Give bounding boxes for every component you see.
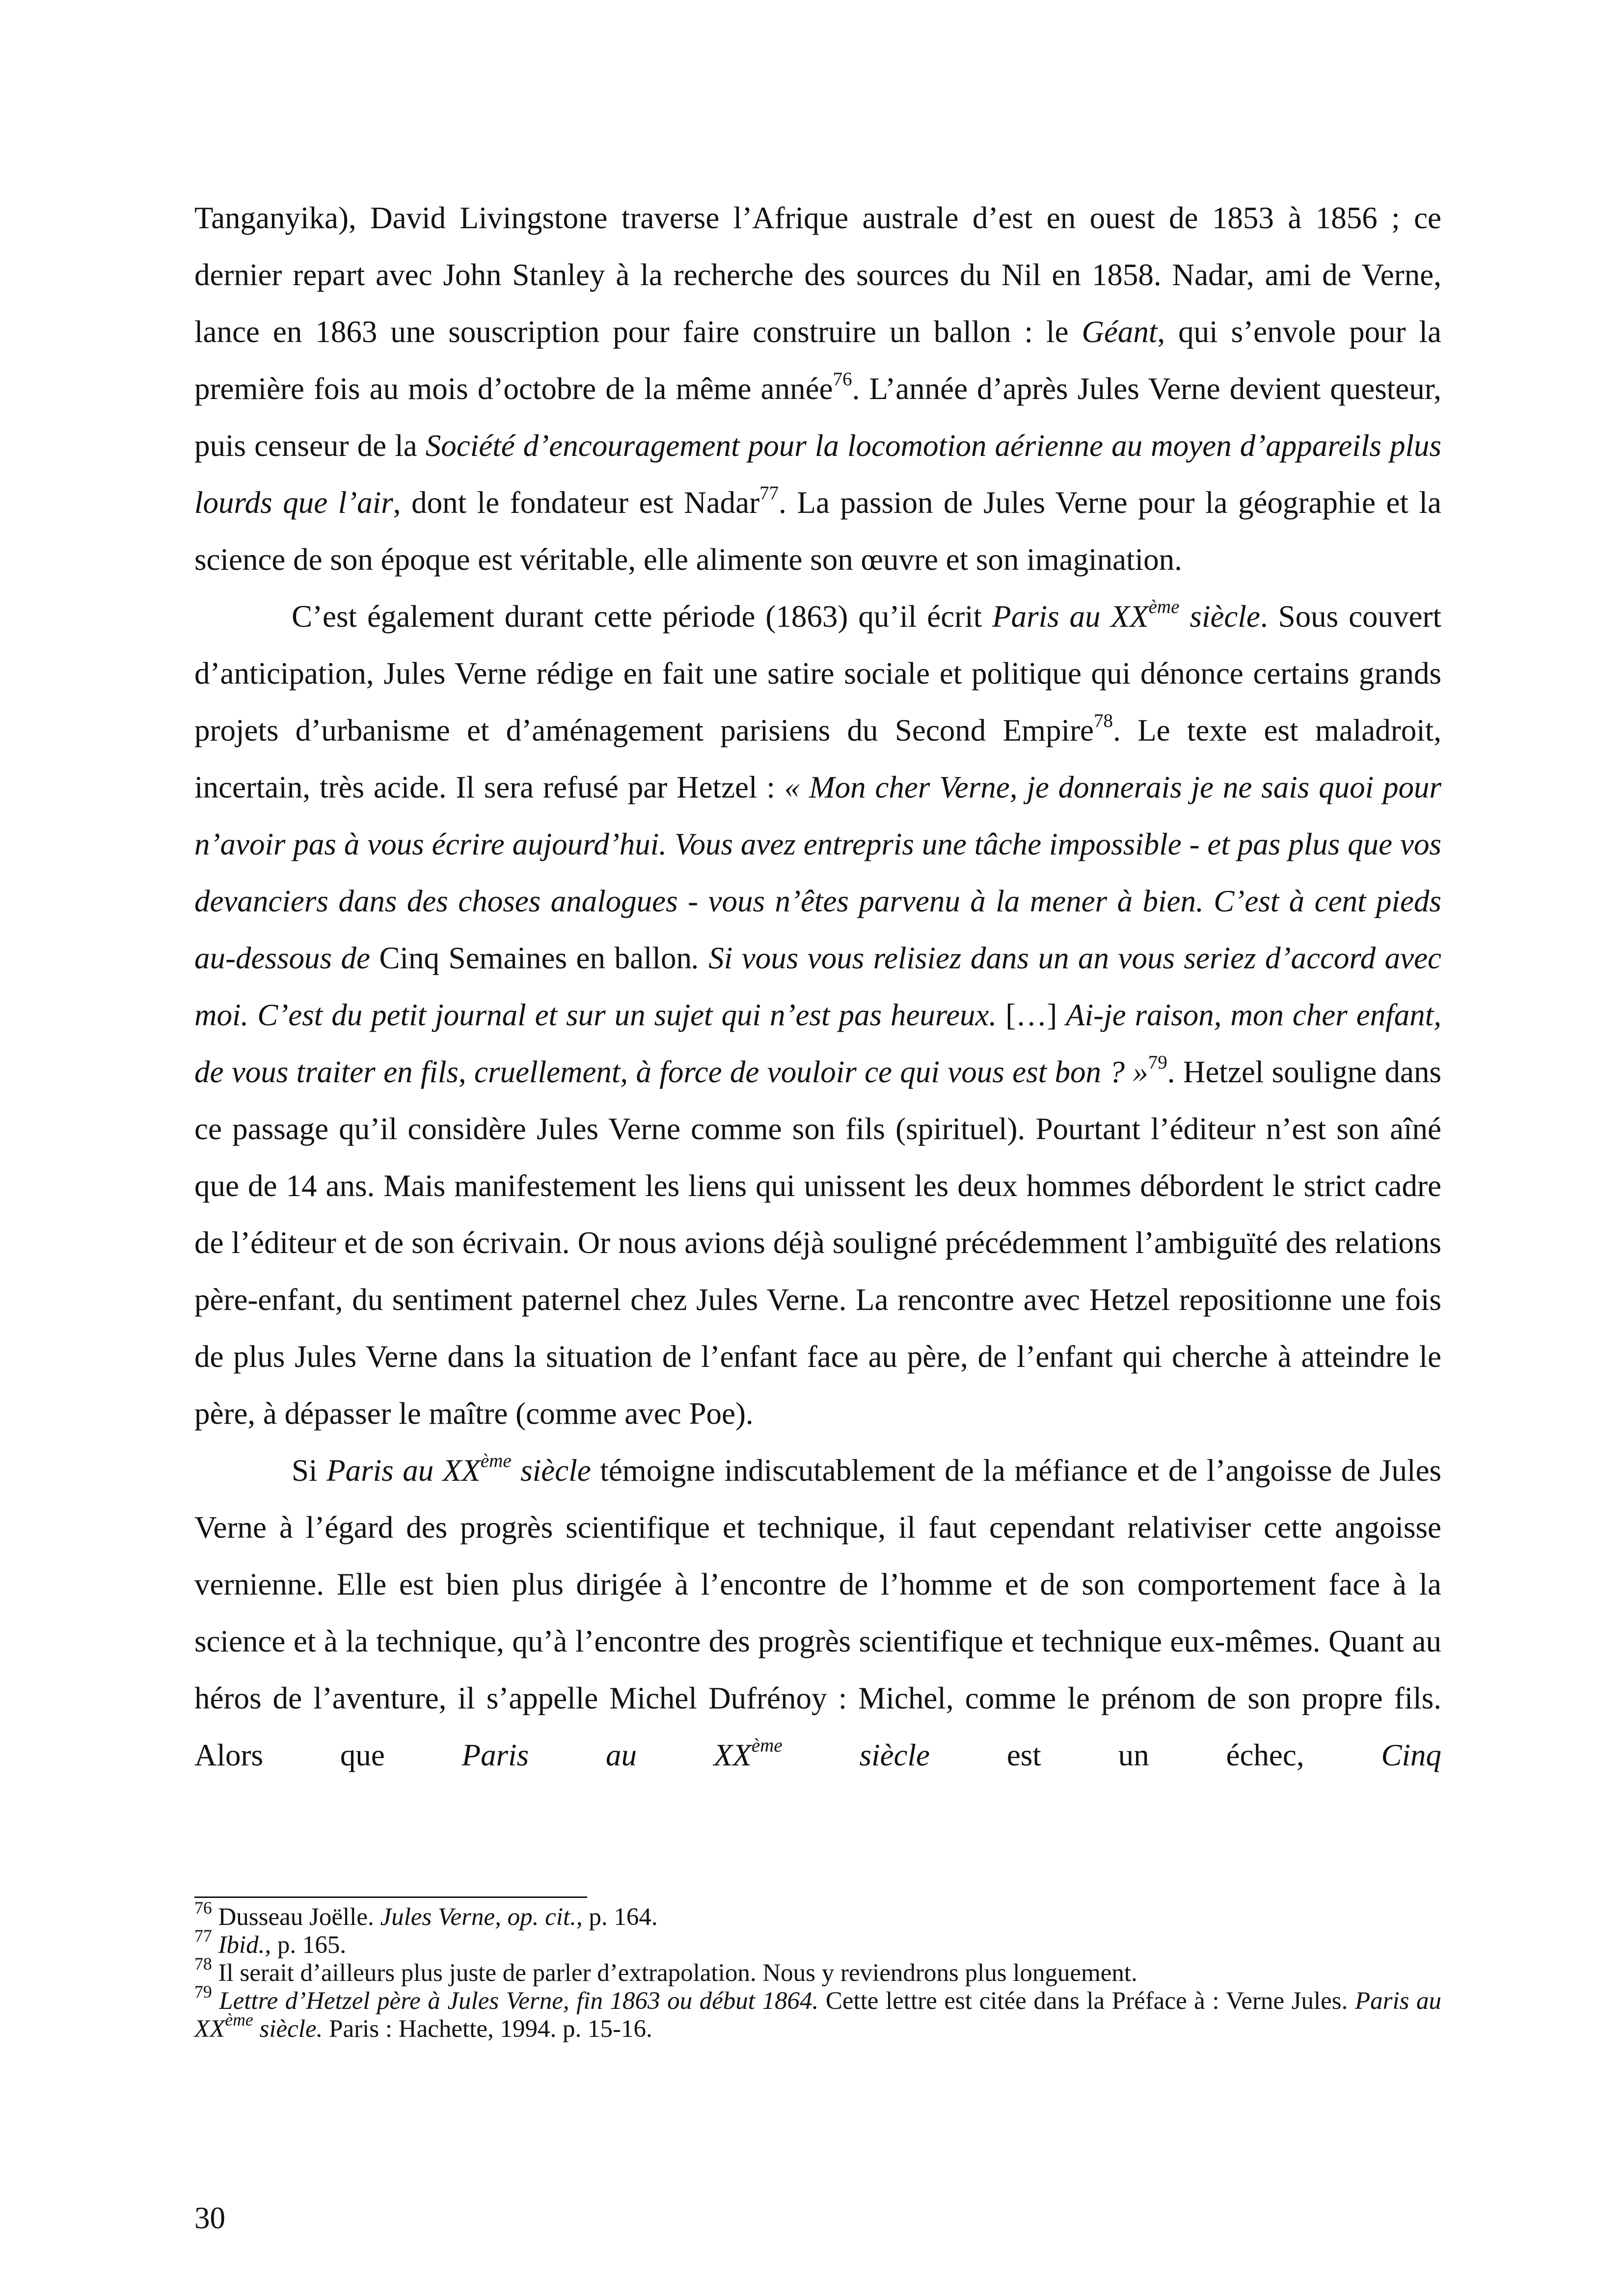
text-run: Dusseau Joëlle. bbox=[212, 1903, 380, 1931]
paragraph bbox=[194, 189, 1441, 588]
paragraph bbox=[194, 1442, 1441, 1784]
italic-text: siècle. bbox=[253, 2015, 323, 2043]
footnote-reference: 76 bbox=[833, 369, 852, 390]
text-run: , qui s’envole pour la première fois au mois d’octobre de la même année bbox=[194, 315, 1442, 406]
text-run: . Sous couvert d’anticipation, Jules Verne rédige en fait une satire sociale et politique qui dénonce certains grands projets d’urbanisme et d’aménagement parisiens du Second Empire bbox=[194, 599, 1441, 748]
italic-text: « Mon cher Verne, je donnerais je ne sais quoi pour n’avoir pas à vous écrire aujourd’hui. Vous avez entrepris une tâche impossible - et pas plus que vos devanciers dans des choses analogues - vous n’êtes parvenu à la mener à bien. C’est à cent pieds au-dessous de bbox=[194, 770, 1441, 975]
text-run: p. 165. bbox=[271, 1931, 347, 1959]
italic-text: Cinq bbox=[1381, 1738, 1441, 1772]
footnote-79 bbox=[194, 1981, 1442, 2043]
footnote-reference: 77 bbox=[759, 482, 779, 504]
text-run: Tanganyika), David Livingstone traverse l’Afrique australe d’est en ouest de 1853 à 1856 ; ce dernier repart avec John Stanley à la recherche des sources du Nil en 1858. Nadar, ami de Verne, lance en 1863 une souscription pour faire construire un ballon : le bbox=[194, 201, 1441, 349]
italic-text: siècle bbox=[1179, 599, 1260, 634]
footnote-reference: ème bbox=[1148, 596, 1180, 618]
italic-text: Lettre d’Hetzel père à Jules Verne, fin 1863 ou début 1864. bbox=[219, 1987, 819, 2015]
footnotes bbox=[194, 1897, 1442, 2043]
italic-text: Paris au XX bbox=[992, 599, 1149, 634]
italic-text: Paris au XX bbox=[461, 1738, 752, 1772]
text-run: . Hetzel souligne dans ce passage qu’il considère Jules Verne comme son fils (spirituel). Pourtant l’éditeur n’est son aîné que de 14 ans. Mais manifestement les liens qui unissent les deux hommes débordent le strict cadre de l’éditeur et de son écrivain. Or nous avions déjà souligné précédemment l’ambiguïté des relations père-enfant, du sentiment paternel chez Jules Verne. La rencontre avec Hetzel repositionne une fois de plus Jules Verne dans la situation de l’enfant face au père, de l’enfant qui cherche à atteindre le père, à dépasser le maître (comme avec Poe). bbox=[194, 1055, 1442, 1431]
italic-text: Société d’encouragement pour la locomotion aérienne au moyen d’appareils plus lourds que l’air bbox=[194, 428, 1441, 520]
footnote-number: 77 bbox=[194, 1925, 212, 1946]
footnote-78 bbox=[194, 1953, 1441, 1987]
footnote-reference: ème bbox=[751, 1735, 783, 1757]
text-run: est un échec, bbox=[929, 1738, 1381, 1772]
footnote-reference: 78 bbox=[1094, 710, 1113, 732]
italic-text: siècle bbox=[782, 1738, 930, 1772]
text-run: Si bbox=[292, 1453, 327, 1488]
footnote-reference: 79 bbox=[1148, 1052, 1167, 1073]
italic-text: Paris au XX bbox=[194, 1987, 1442, 2043]
text-run: . Le texte est maladroit, incertain, très acide. Il sera refusé par Hetzel : bbox=[194, 713, 1441, 804]
italic-text: Ai-je raison, mon cher enfant, de vous traiter en fils, cruellement, à force de vouloir ce qui vous est bon ? » bbox=[194, 998, 1441, 1089]
text-run bbox=[212, 1931, 218, 1959]
text-run: . La passion de Jules Verne pour la géographie et la science de son époque est véritable, elle alimente son œuvre et son imagination. bbox=[194, 485, 1441, 577]
footnote-76 bbox=[194, 1897, 1441, 1931]
italic-text: . Si vous vous relisiez dans un an vous seriez d’accord avec moi. C’est du petit journal et sur un sujet qui n’est pas heureux. bbox=[194, 941, 1441, 1032]
footnote-number: 79 bbox=[194, 1981, 212, 2002]
paragraph bbox=[194, 588, 1441, 1442]
text-run bbox=[212, 1987, 219, 2015]
footnote-number: 78 bbox=[194, 1953, 212, 1974]
italic-text: Ibid., bbox=[218, 1931, 271, 1959]
footnote-77 bbox=[194, 1925, 1441, 1959]
page-number: 30 bbox=[194, 2201, 225, 2235]
footnote-number: 76 bbox=[194, 1897, 212, 1918]
text-run: Cette lettre est citée dans la Préface à : Verne Jules. bbox=[818, 1987, 1355, 2015]
italic-text: siècle bbox=[511, 1453, 591, 1488]
text-run: […] bbox=[997, 998, 1066, 1032]
italic-text: Paris au XX bbox=[326, 1453, 481, 1488]
body-text bbox=[194, 189, 1441, 1784]
footnote-reference: ème bbox=[480, 1450, 512, 1472]
footnote-separator bbox=[194, 1896, 587, 1898]
text-run: Paris : Hachette, 1994. p. 15-16. bbox=[323, 2015, 652, 2043]
italic-text: Jules Verne, op. cit., bbox=[380, 1903, 583, 1931]
text-run: p. 164. bbox=[582, 1903, 658, 1931]
italic-text: Géant bbox=[1082, 315, 1158, 349]
text-run: C’est également durant cette période (1863) qu’il écrit bbox=[292, 599, 993, 634]
text-run: Cinq Semaines en ballon bbox=[379, 941, 692, 975]
text-run: témoigne indiscutablement de la méfiance et de l’angoisse de Jules Verne à l’égard des progrès scientifique et technique, il faut cependant relativiser cette angoisse vernienne. Elle est bien plus dirigée à l’encontre de l’homme et de son comportement face à la science et à la technique, qu’à l’encontre des progrès scientifique et technique eux-mêmes. Quant au héros de l’aventure, il s’appelle Michel Dufrénoy : Michel, comme le prénom de son propre fils. Alors que bbox=[194, 1453, 1441, 1772]
text-run: . L’année d’après Jules Verne devient questeur, puis censeur de la bbox=[194, 372, 1441, 463]
footnote-reference: ème bbox=[225, 2009, 253, 2029]
text-run: , dont le fondateur est Nadar bbox=[393, 485, 760, 520]
text-run: Il serait d’ailleurs plus juste de parler d’extrapolation. Nous y reviendrons plus longuement. bbox=[212, 1959, 1137, 1987]
